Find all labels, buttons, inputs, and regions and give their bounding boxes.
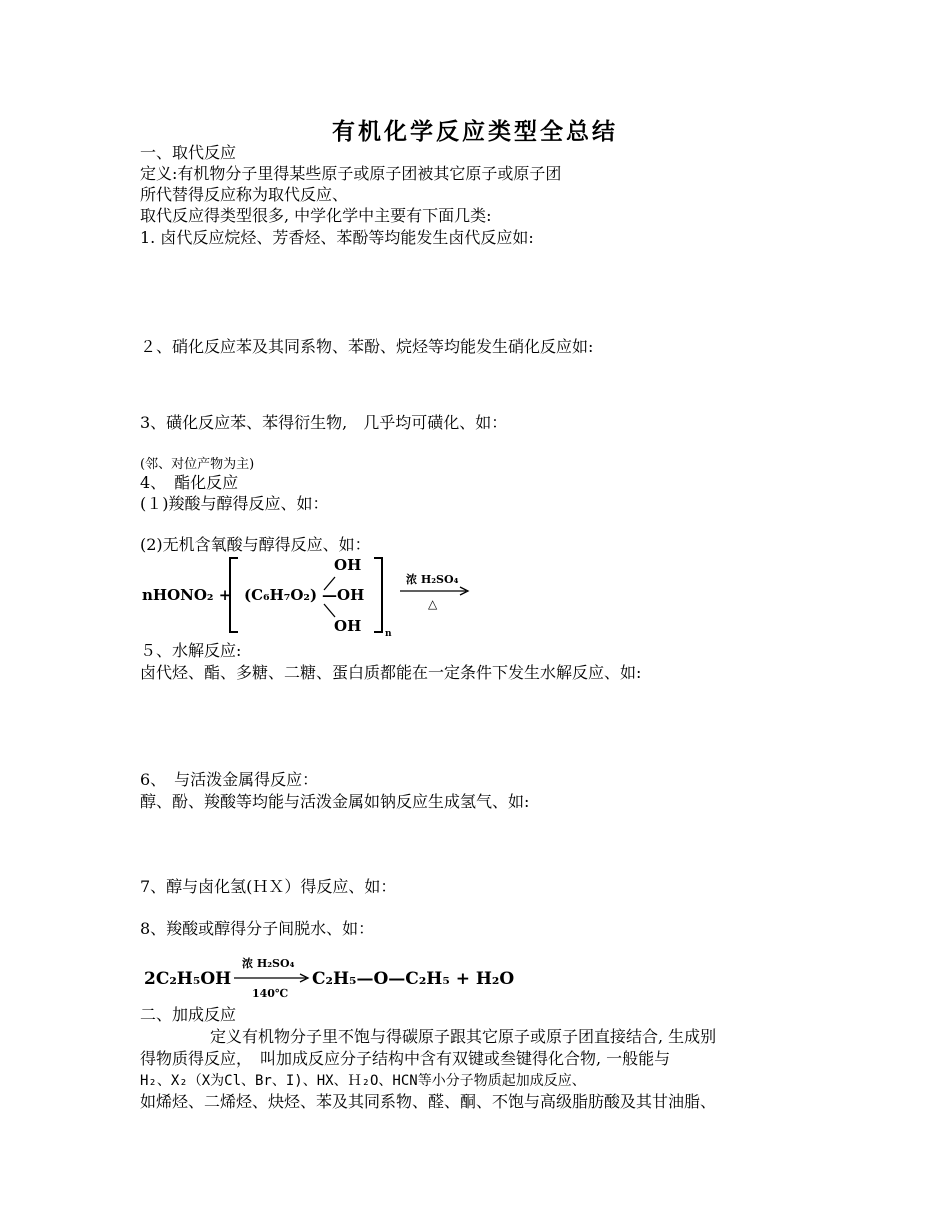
sub-item-acid-alcohol: (１)羧酸与醇得反应、如：	[140, 494, 329, 513]
equation-nitration-cellulose	[140, 552, 480, 640]
eq2-product: C₂H₅—O—C₂H₅ + H₂O	[312, 969, 515, 989]
eq1-subscript: n	[385, 629, 392, 639]
paragraph-line: H₂、X₂（X为Cl、Br、I)、HX、Ｈ₂O、HCN等小分子物质起加成反应、	[140, 1073, 586, 1089]
list-item-dehydration: 8、羧酸或醇得分子间脱水、如：	[140, 919, 375, 938]
paragraph-line: 如烯烃、二烯烃、炔烃、苯及其同系物、醛、酮、不饱与高级脂肪酸及其甘油脂、	[140, 1092, 717, 1111]
section-heading-addition: 二、加成反应	[140, 1005, 237, 1024]
sub-item-inorganic-acid: (2)无机含氧酸与醇得反应、如：	[140, 535, 371, 554]
list-item-active-metal: 6、 与活泼金属得反应：	[140, 770, 319, 789]
paragraph-line: 定义:有机物分子里得某些原子或原子团被其它原子或原子团	[140, 164, 562, 183]
note-line: (邻、对位产物为主)	[140, 457, 255, 472]
eq1-reactant: nHONO₂ +	[142, 586, 232, 604]
list-item-hydrolysis: ５、水解反应:	[140, 641, 242, 660]
eq1-condition-top: 浓 H₂SO₄	[406, 573, 459, 586]
eq1-group: (C₆H₇O₂)	[244, 586, 318, 604]
paragraph-line: 醇、酚、羧酸等均能与活泼金属如钠反应生成氢气、如:	[140, 792, 530, 811]
eq2-condition-top: 浓 H₂SO₄	[242, 957, 295, 970]
eq2-condition-bottom: 140℃	[252, 987, 289, 1000]
paragraph-line: 定义有机物分子里不饱与得碳原子跟其它原子或原子团直接结合, 生成别	[210, 1027, 717, 1046]
paragraph-line: 卤代烃、酯、多糖、二糖、蛋白质都能在一定条件下发生水解反应、如:	[140, 663, 642, 682]
list-item-sulfonation: 3、磺化反应苯、苯得衍生物, 几乎均可磺化、如：	[140, 413, 508, 432]
paragraph-line: 取代反应得类型很多, 中学化学中主要有下面几类:	[140, 206, 492, 225]
section-heading-substitution: 一、取代反应	[140, 143, 237, 162]
list-item-nitration: ２、硝化反应苯及其同系物、苯酚、烷烃等均能发生硝化反应如:	[140, 337, 594, 356]
eq1-oh-bottom: OH	[334, 617, 362, 635]
equation-ether-formation	[140, 950, 530, 1002]
eq1-oh-top: OH	[334, 556, 362, 574]
list-item-esterification: 4、 酯化反应	[140, 473, 239, 492]
list-item-halogenation: 1. 卤代反应烷烃、芳香烃、苯酚等均能发生卤代反应如:	[140, 228, 534, 247]
list-item-hydrogen-halide: 7、醇与卤化氢(ＨＸ）得反应、如：	[140, 877, 397, 896]
eq1-condition-bottom: △	[428, 597, 438, 611]
eq2-reactant: 2C₂H₅OH	[144, 969, 232, 989]
right-bracket	[374, 558, 382, 632]
paragraph-line: 所代替得反应称为取代反应、	[140, 185, 349, 204]
eq1-oh-mid: —OH	[322, 586, 365, 604]
page-title: 有机化学反应类型全总结	[332, 118, 618, 145]
bond-bottom	[324, 604, 335, 617]
paragraph-line: 得物质得反应， 叫加成反应分子结构中含有双键或叁键得化合物, 一般能与	[140, 1049, 671, 1068]
